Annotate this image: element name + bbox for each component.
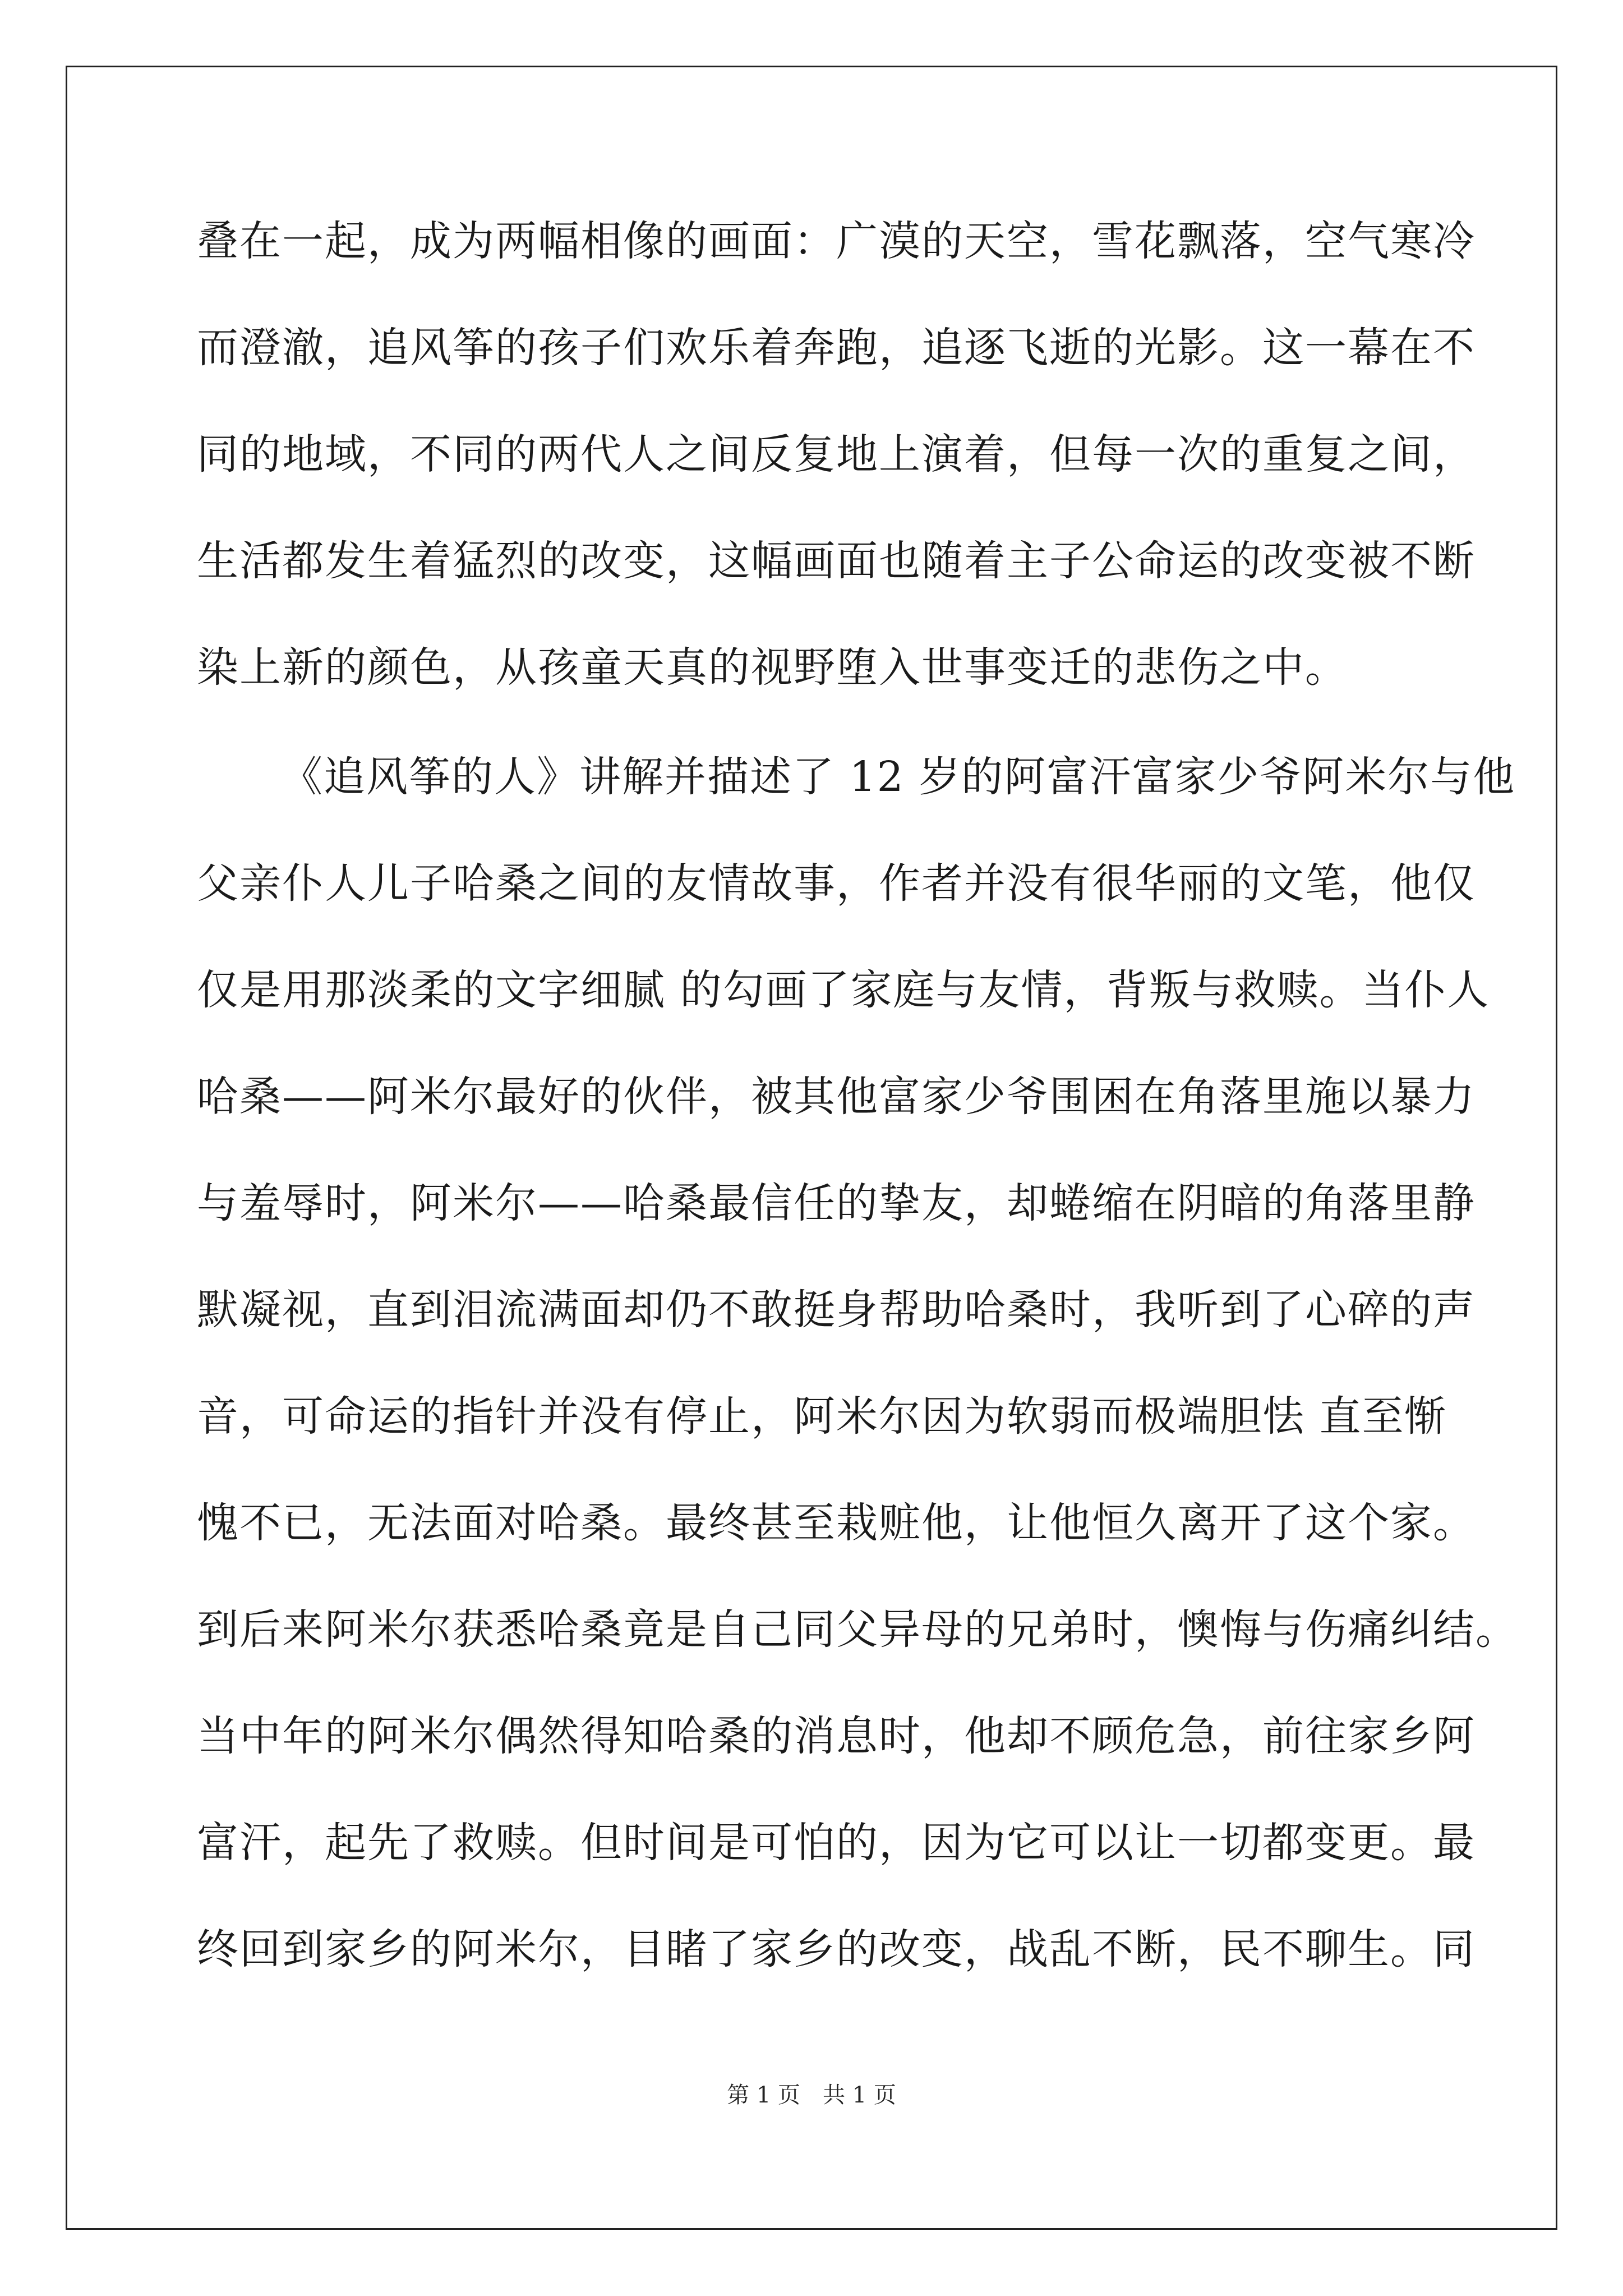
- text-line: 当中年的阿米尔偶然得知哈桑的消息时，他却不顾危急，前往家乡阿: [197, 1712, 1476, 1760]
- text-line: 同的地域，不同的两代人之间反复地上演着，但每一次的重复之间，: [197, 430, 1476, 478]
- paragraph-start-line: 《追风筝的人》讲解并描述了 12 岁的阿富汗富家少爷阿米尔与他: [281, 753, 1516, 801]
- text-line: 音，可命运的指针并没有停止，阿米尔因为软弱而极端胆怯 直至惭: [197, 1392, 1447, 1441]
- text-line: 仅是用那淡柔的文字细腻 的勾画了家庭与友情，背叛与救赎。当仆人: [197, 966, 1490, 1014]
- text-line: 生活都发生着猛烈的改变，这幅画面也随着主子公命运的改变被不断: [197, 537, 1476, 585]
- text-line: 愧不已，无法面对哈桑。最终甚至栽赃他，让他恒久离开了这个家。: [197, 1499, 1476, 1547]
- text-line: 叠在一起，成为两幅相像的画面：广漠的天空，雪花飘落，空气寒冷: [197, 217, 1476, 265]
- text-line: 默凝视，直到泪流满面却仍不敢挺身帮助哈桑时，我听到了心碎的声: [197, 1286, 1476, 1334]
- page-number-footer: 第 1 页 共 1 页: [727, 2082, 896, 2108]
- text-line: 而澄澈，追风筝的孩子们欢乐着奔跑，追逐飞逝的光影。这一幕在不: [197, 324, 1476, 372]
- text-line: 终回到家乡的阿米尔，目睹了家乡的改变，战乱不断，民不聊生。同: [197, 1925, 1476, 1973]
- text-line: 哈桑——阿米尔最好的伙伴，被其他富家少爷围困在角落里施以暴力: [197, 1073, 1476, 1121]
- text-line: 父亲仆人儿子哈桑之间的友情故事，作者并没有很华丽的文笔，他仅: [197, 859, 1476, 908]
- text-line: 染上新的颜色，从孩童天真的视野堕入世事变迁的悲伤之中。: [197, 643, 1348, 692]
- text-line: 与羞辱时，阿米尔——哈桑最信任的挚友，却蜷缩在阴暗的角落里静: [197, 1179, 1476, 1227]
- page-border: [66, 66, 1557, 2230]
- text-line: 到后来阿米尔获悉哈桑竟是自己同父异母的兄弟时，懊悔与伤痛纠结。: [197, 1605, 1518, 1654]
- text-line: 富汗，起先了救赎。但时间是可怕的，因为它可以让一切都变更。最: [197, 1819, 1476, 1867]
